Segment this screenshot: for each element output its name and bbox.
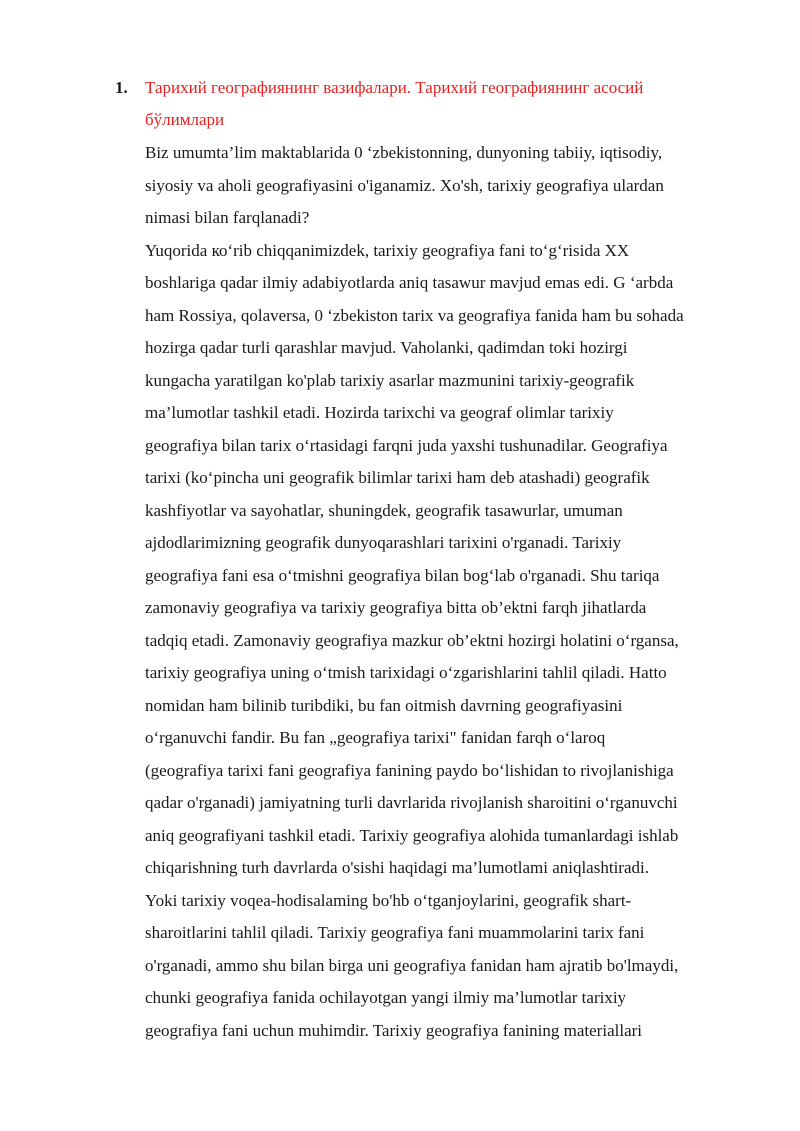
body-line: kashfiyotlar va sayohatlar, shuningdek, geografik tasawurlar, umuman — [145, 500, 623, 520]
body-line: tarixi (ko‘pincha uni geografik bilimlar tarixi ham deb atashadi) geografik — [145, 468, 650, 487]
body-line: tadqiq etadi. Zamonaviy geografiya mazkur ob’ektni hozirgi holatini o‘rgansa, — [145, 630, 679, 650]
body-line: siyosiy va aholi geografiyasini o'iganamiz. Xo'sh, tarixiy geografiya ulardan — [145, 175, 664, 195]
body-line: ajdodlarimizning geografik dunyoqarashlari tarixini o'rganadi. Tarixiy — [145, 533, 622, 552]
body-line: sharoitlarini tahlil qiladi. Tarixiy geografiya fani muammolarini tarix fani — [145, 923, 645, 942]
body-line: qadar o'rganadi) jamiyatning turli davrlarida rivojlanish sharoitini o‘rganuvchi — [145, 793, 678, 812]
body-line: Biz umumta’lim maktablarida 0 ‘zbekistonning, dunyoning tabiiy, iqtisodiy, — [145, 143, 663, 162]
body-line: nimasi bilan farqlanadi? — [145, 208, 310, 227]
body-line: geografiya bilan tarix o‘rtasidagi farqni juda yaxshi tushunadilar. Geografiya — [145, 435, 668, 455]
heading-line: бўлимлари — [145, 110, 225, 129]
body-line: zamonaviy geografiya va tarixiy geografiya bitta ob’ektni farqh jihatlarda — [145, 598, 647, 617]
body-line: geografiya fani uchun muhimdir. Tarixiy geografiya fanining materiallari — [145, 1020, 642, 1040]
body-line: tarixiy geografiya uning o‘tmish tarixidagi o‘zgarishlarini tahlil qiladi. Hatto — [145, 663, 667, 682]
body-line: ham Rossiya, qolaversa, 0 ‘zbekiston tarix va geografiya fanida ham bu sohada — [145, 305, 684, 325]
body-line: kungacha yaratilgan ko'plab tarixiy asarlar mazmunini tarixiy-geografik — [145, 370, 635, 390]
body-line: ma’lumotlar tashkil etadi. Hozirda tarixchi va geograf olimlar tarixiy — [145, 403, 614, 422]
body-line: o‘rganuvchi fandir. Bu fan „geografiya tarixi" fanidan farqh o‘laroq — [145, 728, 606, 747]
body-line: (geografiya tarixi fani geografiya fanining paydo bo‘lishidan to rivojlanishiga — [145, 760, 674, 780]
body-line: chunki geografiya fanida ochilayotgan yangi ilmiy ma’lumotlar tarixiy — [145, 988, 627, 1007]
body-line: aniq geografiyani tashkil etadi. Tarixiy geografiya alohida tumanlardagi ishlab — [145, 825, 679, 845]
body-line: nomidan ham bilinib turibdiki, bu fan oitmish davrning geografiyasini — [145, 695, 623, 715]
body-line: hozirga qadar turli qarashlar mavjud. Vaholanki, qadimdan toki hozirgi — [145, 338, 628, 357]
body-line: Yuqorida ко‘rib chiqqanimizdek, tarixiy geografiya fani to‘g‘risida XX — [145, 240, 630, 260]
body-line: geografiya fani esa o‘tmishni geografiya bilan bog‘lab o'rganadi. Shu tariqa — [145, 565, 660, 585]
body-line: chiqarishning turh davrlarda o'sishi haqidagi ma’lumotlami aniqlashtiradi. — [145, 858, 649, 877]
body-line: boshlariga qadar ilmiy adabiyotlarda aniq tasawur mavjud emas edi. G ‘arbda — [145, 273, 674, 292]
body-text — [145, 137, 755, 1047]
body-line: Yoki tarixiy voqea-hodisalaming bo'hb o‘tganjoylarini, geografik shart- — [145, 890, 632, 910]
heading-line: Тарихий географиянинг вазифалари. Тарихий географиянинг асосий — [145, 78, 644, 97]
body-line: o'rganadi, ammo shu bilan birga uni geografiya fanidan ham ajratib bo'lmaydi, — [145, 955, 679, 975]
list-number: 1. — [115, 78, 128, 97]
